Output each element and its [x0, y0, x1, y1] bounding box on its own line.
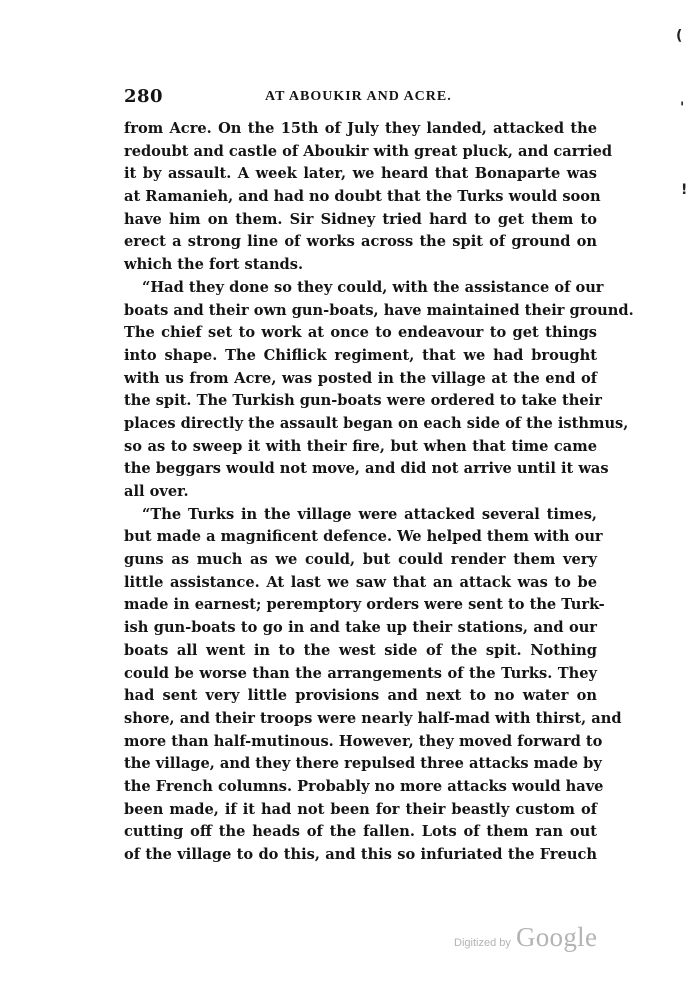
- watermark-prefix: Digitized by: [454, 937, 511, 949]
- margin-mark: (: [676, 28, 683, 44]
- text-line: erect a strong line of works across the spit of ground on: [124, 233, 597, 251]
- margin-mark: ': [680, 100, 685, 116]
- text-line: boats all went in to the west side of the spit. Nothing: [124, 641, 597, 659]
- text-line: the spit. The Turkish gun-boats were ordered to take their: [124, 392, 602, 410]
- text-line: been made, if it had not been for their beastly custom of: [124, 800, 597, 818]
- page-header: [124, 86, 597, 112]
- running-head: AT ABOUKIR AND ACRE.: [265, 89, 452, 104]
- text-line: boats and their own gun-boats, have maintained their ground.: [124, 301, 634, 319]
- text-line: “Had they done so they could, with the assistance of our: [142, 278, 604, 296]
- text-line: guns as much as we could, but could render them very: [124, 551, 597, 569]
- text-line: with us from Acre, was posted in the village at the end of: [124, 369, 597, 387]
- text-line: redoubt and castle of Aboukir with great pluck, and carried: [124, 142, 613, 160]
- text-line: have him on them. Sir Sidney tried hard to get them to: [124, 210, 597, 228]
- text-line: so as to sweep it with their fire, but when that time came: [124, 437, 597, 455]
- text-line: little assistance. At last we saw that an attack was to be: [124, 573, 597, 591]
- text-line: the beggars would not move, and did not arrive until it was: [124, 460, 609, 478]
- text-line: made in earnest; peremptory orders were sent to the Turk-: [124, 596, 605, 614]
- text-line: which the fort stands.: [124, 256, 304, 274]
- text-line: all over.: [124, 483, 189, 500]
- text-line: the French columns. Probably no more attacks would have: [124, 777, 604, 795]
- text-line: ish gun-boats to go in and take up their stations, and our: [124, 619, 597, 637]
- text-line: more than half-mutinous. However, they moved forward to: [124, 732, 603, 750]
- body-text: [124, 118, 634, 867]
- text-line: places directly the assault began on each side of the isthmus,: [124, 414, 629, 432]
- google-logo: Google: [515, 922, 598, 952]
- text-line: could be worse than the arrangements of the Turks. They: [124, 664, 597, 682]
- text-line: but made a magnificent defence. We helped them with our: [124, 528, 603, 546]
- text-line: “The Turks in the village were attacked several times,: [142, 505, 597, 523]
- text-line: The chief set to work at once to endeavour to get things: [124, 324, 597, 342]
- margin-mark: !: [681, 182, 688, 198]
- text-line: it by assault. A week later, we heard that Bonaparte was: [124, 165, 597, 183]
- text-line: of the village to do this, and this so infuriated the Freuch: [124, 846, 597, 863]
- page-number: 280: [124, 86, 164, 107]
- digitized-watermark: [454, 922, 597, 953]
- text-line: at Ramanieh, and had no doubt that the Turks would soon: [124, 188, 601, 206]
- text-line: had sent very little provisions and next to no water on: [124, 687, 597, 705]
- text-line: the village, and they there repulsed three attacks made by: [124, 755, 602, 773]
- text-line: into shape. The Chiflick regiment, that we had brought: [124, 346, 597, 364]
- text-line: from Acre. On the 15th of July they landed, attacked the: [124, 120, 597, 137]
- text-line: shore, and their troops were nearly half-mad with thirst, and: [124, 709, 622, 727]
- text-line: cutting off the heads of the fallen. Lots of them ran out: [124, 823, 597, 841]
